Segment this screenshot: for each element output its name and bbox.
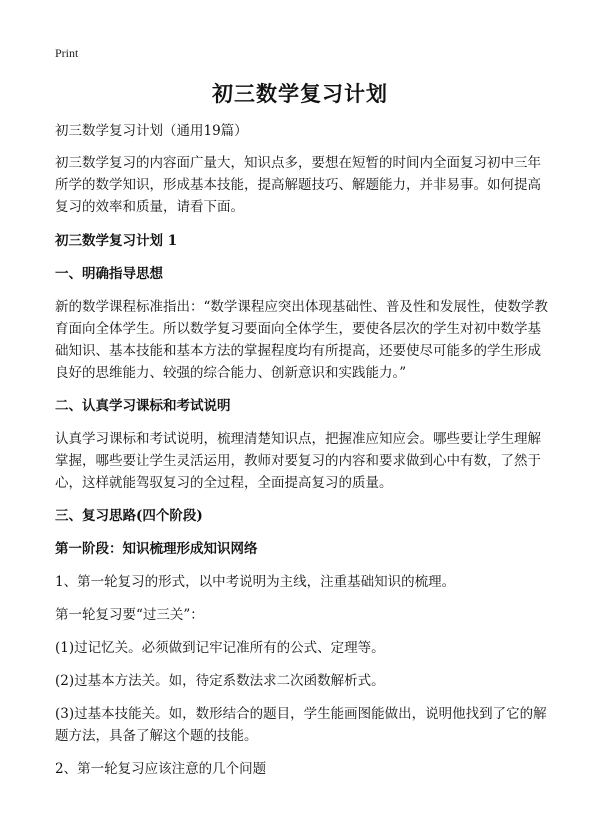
pass3-paragraph: (3)过基本技能关。如，数形结合的题目，学生能画图能做出，说明他找到了它的解题方法，具备了解这个题的技能。 (55, 706, 547, 744)
item1-paragraph: 1、第一轮复习的形式，以中考说明为主线，注重基础知识的梳理。 (55, 574, 456, 590)
section3-heading: 三、复习思路(四个阶段) (55, 508, 203, 524)
item2-paragraph: 2、第一轮复习应该注意的几个问题 (55, 761, 267, 777)
pass2-paragraph: (2)过基本方法关。如，待定系数法求二次函数解析式。 (55, 673, 385, 689)
intro-paragraph: 初三数学复习的内容面广量大，知识点多，要想在短暂的时间内全面复习初中三年所学的数学知识，形成基本技能，提高解题技巧、解题能力，并非易事。如何提高复习的效率和质量，请看下面。 (55, 155, 541, 215)
section1-heading: 一、明确指导思想 (55, 266, 163, 282)
print-link[interactable]: Print (55, 46, 79, 60)
page-title: 初三数学复习计划 (212, 81, 388, 106)
pass1-paragraph: (1)过记忆关。必须做到记牢记准所有的公式、定理等。 (55, 640, 385, 656)
document-subtitle: 初三数学复习计划（通用19篇） (55, 123, 248, 139)
document-body (55, 120, 554, 780)
section1-paragraph: 新的数学课程标准指出：“数学课程应突出体现基础性、普及性和发展性，使数学教育面向全体学生。所以数学复习要面向全体学生，要使各层次的学生对初中数学基础知识、基本技能和基本方法的掌握程度均有所提高，还要使尽可能多的学生形成良好的思维能力、较强的综合能力、创新意识和实践能力。” (55, 299, 548, 381)
round1-paragraph: 第一轮复习要“过三关”： (55, 607, 204, 623)
section2-heading: 二、认真学习课标和考试说明 (55, 398, 231, 414)
stage1-heading: 第一阶段：知识梳理形成知识网络 (55, 541, 258, 557)
section2-paragraph: 认真学习课标和考试说明，梳理清楚知识点，把握准应知应会。哪些要让学生理解掌握，哪些要让学生灵活运用，教师对要复习的内容和要求做到心中有数，了然于心，这样就能驾驭复习的全过程，全面提高复习的质量。 (55, 431, 541, 491)
plan-heading: 初三数学复习计划 1 (55, 233, 178, 249)
